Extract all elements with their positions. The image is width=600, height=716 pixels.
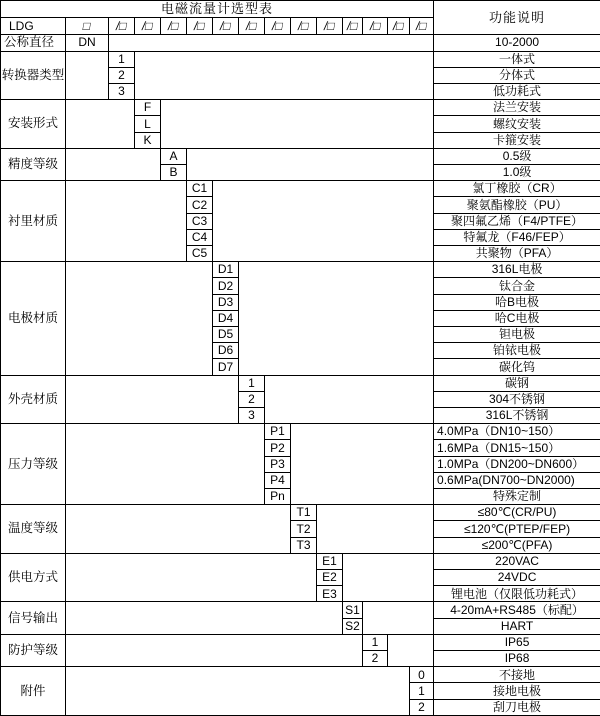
function-value: 刮刀电极 — [434, 699, 600, 715]
code-cell: D7 — [213, 359, 239, 375]
code-cell: S2 — [343, 618, 363, 634]
empty-area — [161, 100, 434, 149]
code-cell: D5 — [213, 326, 239, 342]
code-cell: K — [135, 132, 161, 148]
slash-checkbox-icon: /□ — [392, 18, 406, 33]
function-value: 低功耗式 — [434, 83, 600, 99]
function-column-header: 功能说明 — [434, 1, 600, 35]
slash-checkbox-icon: /□ — [271, 18, 285, 33]
code-cell: D2 — [213, 278, 239, 294]
code-cell: 0 — [410, 667, 434, 683]
slash-checkbox-icon: /□ — [297, 18, 311, 33]
function-value: ≤200℃(PFA) — [434, 537, 600, 553]
function-value: 不接地 — [434, 667, 600, 683]
code-cell: C3 — [187, 213, 213, 229]
function-value: 钽电极 — [434, 326, 600, 342]
empty-area — [66, 553, 317, 602]
code-cell: 3 — [109, 83, 135, 99]
spec-row — [1, 667, 600, 683]
diameter-row — [1, 34, 600, 51]
model-slot-first — [66, 18, 109, 34]
function-value: 24VDC — [434, 570, 600, 586]
spec-row — [1, 181, 600, 197]
category-label: 转换器类型 — [1, 51, 66, 100]
function-value: 分体式 — [434, 67, 600, 83]
function-value: 0.5级 — [434, 148, 600, 164]
category-label: 温度等级 — [1, 505, 66, 554]
model-slot — [265, 18, 291, 34]
model-slot — [135, 18, 161, 34]
empty-area — [66, 375, 239, 424]
category-label: 供电方式 — [1, 553, 66, 602]
code-cell: 3 — [239, 407, 265, 423]
model-slot — [388, 18, 410, 34]
function-value: 1.0MPa（DN200~DN600） — [434, 456, 600, 472]
code-cell: 2 — [410, 699, 434, 715]
code-cell: D3 — [213, 294, 239, 310]
empty-area — [213, 181, 434, 262]
empty-area — [66, 100, 135, 149]
code-cell: T2 — [291, 521, 317, 537]
spec-row — [1, 602, 600, 618]
function-value: 0.6MPa(DN700~DN2000) — [434, 472, 600, 488]
slash-checkbox-icon: /□ — [167, 18, 181, 33]
code-cell: 2 — [109, 67, 135, 83]
empty-area — [265, 375, 434, 424]
code-cell: P3 — [265, 456, 291, 472]
code-cell: D6 — [213, 343, 239, 359]
category-label: 安装形式 — [1, 100, 66, 149]
code-cell: D4 — [213, 310, 239, 326]
checkbox-slot-icon: □ — [82, 18, 92, 33]
function-value: 卡箍安装 — [434, 132, 600, 148]
model-prefix: LDG — [1, 18, 66, 34]
category-label: 附件 — [1, 667, 66, 716]
empty-area — [317, 505, 434, 554]
model-slot — [187, 18, 213, 34]
code-cell: F — [135, 100, 161, 116]
model-slot — [213, 18, 239, 34]
empty-area — [66, 602, 343, 634]
empty-area — [239, 262, 434, 375]
code-cell: 1 — [239, 375, 265, 391]
category-label: 电极材质 — [1, 262, 66, 375]
empty-area — [343, 553, 434, 602]
empty-area — [66, 262, 213, 375]
empty-area — [135, 51, 434, 100]
function-value: 4.0MPa（DN10~150） — [434, 424, 600, 440]
title-row — [1, 1, 600, 18]
function-value: 10-2000 — [434, 34, 600, 51]
function-value: 一体式 — [434, 51, 600, 67]
function-value: HART — [434, 618, 600, 634]
empty-area — [66, 148, 161, 180]
empty-area — [66, 634, 363, 666]
function-value: 聚四氟乙烯（F4/PTFE） — [434, 213, 600, 229]
model-slot — [317, 18, 343, 34]
function-value: 氯丁橡胶（CR） — [434, 181, 600, 197]
function-value: 316L不锈钢 — [434, 407, 600, 423]
model-slot — [161, 18, 187, 34]
function-value: 螺纹安装 — [434, 116, 600, 132]
function-value: 特殊定制 — [434, 488, 600, 504]
function-value: 316L电极 — [434, 262, 600, 278]
empty-area — [66, 667, 410, 716]
slash-checkbox-icon: /□ — [346, 18, 360, 33]
empty-area — [363, 602, 434, 634]
code-cell: 1 — [109, 51, 135, 67]
code-cell: C5 — [187, 245, 213, 261]
empty-area — [109, 34, 434, 51]
code-cell: C2 — [187, 197, 213, 213]
category-label: 公称直径 — [1, 34, 66, 51]
function-value: 铂铱电极 — [434, 343, 600, 359]
function-value: 法兰安装 — [434, 100, 600, 116]
function-value: ≤80℃(CR/PU) — [434, 505, 600, 521]
category-label: 精度等级 — [1, 148, 66, 180]
function-value: 4-20mA+RS485（标配） — [434, 602, 600, 618]
slash-checkbox-icon: /□ — [415, 18, 429, 33]
code-cell: P2 — [265, 440, 291, 456]
category-label: 防护等级 — [1, 634, 66, 666]
function-value: IP65 — [434, 634, 600, 650]
model-slot — [343, 18, 363, 34]
function-value: 1.0级 — [434, 164, 600, 180]
function-value: 锂电池（仅限低功耗式） — [434, 586, 600, 602]
code-cell: DN — [66, 34, 109, 51]
function-value: 钛合金 — [434, 278, 600, 294]
category-label: 信号输出 — [1, 602, 66, 634]
code-cell: Pn — [265, 488, 291, 504]
category-label: 压力等级 — [1, 424, 66, 505]
code-cell: 1 — [410, 683, 434, 699]
code-cell: E2 — [317, 570, 343, 586]
code-cell: B — [161, 164, 187, 180]
function-value: 304不锈钢 — [434, 391, 600, 407]
code-cell: E3 — [317, 586, 343, 602]
function-value: 特氟龙（F46/FEP） — [434, 229, 600, 245]
slash-checkbox-icon: /□ — [245, 18, 259, 33]
slash-checkbox-icon: /□ — [323, 18, 337, 33]
spec-row — [1, 148, 600, 164]
spec-row — [1, 375, 600, 391]
function-value: ≤120℃(PTEP/FEP) — [434, 521, 600, 537]
code-cell: 2 — [239, 391, 265, 407]
function-value: 哈C电极 — [434, 310, 600, 326]
slash-checkbox-icon: /□ — [368, 18, 382, 33]
model-slot — [239, 18, 265, 34]
slash-checkbox-icon: /□ — [115, 18, 129, 33]
code-cell: L — [135, 116, 161, 132]
empty-area — [187, 148, 434, 180]
empty-area — [388, 634, 434, 666]
code-cell: T1 — [291, 505, 317, 521]
function-value: 共聚物（PFA） — [434, 245, 600, 261]
code-cell: 2 — [363, 651, 388, 667]
model-slot — [291, 18, 317, 34]
code-cell: A — [161, 148, 187, 164]
spec-row — [1, 634, 600, 650]
code-cell: P1 — [265, 424, 291, 440]
code-cell: C4 — [187, 229, 213, 245]
function-value: 1.6MPa（DN15~150） — [434, 440, 600, 456]
empty-area — [66, 505, 291, 554]
function-value: 哈B电极 — [434, 294, 600, 310]
function-value: 220VAC — [434, 553, 600, 569]
empty-area — [66, 51, 109, 100]
empty-area — [66, 424, 265, 505]
spec-row — [1, 505, 600, 521]
function-value: 碳钢 — [434, 375, 600, 391]
code-cell: C1 — [187, 181, 213, 197]
code-cell: P4 — [265, 472, 291, 488]
slash-checkbox-icon: /□ — [141, 18, 155, 33]
empty-area — [291, 424, 434, 505]
model-slot — [109, 18, 135, 34]
function-value: 碳化钨 — [434, 359, 600, 375]
sections-body — [1, 51, 600, 716]
slash-checkbox-icon: /□ — [219, 18, 233, 33]
spec-row — [1, 51, 600, 67]
empty-area — [66, 181, 187, 262]
spec-row — [1, 262, 600, 278]
code-cell: D1 — [213, 262, 239, 278]
category-label: 衬里材质 — [1, 181, 66, 262]
model-slot — [410, 18, 434, 34]
function-value: IP68 — [434, 651, 600, 667]
category-label: 外壳材质 — [1, 375, 66, 424]
spec-row — [1, 553, 600, 569]
slash-checkbox-icon: /□ — [193, 18, 207, 33]
code-cell: T3 — [291, 537, 317, 553]
function-value: 聚氨酯橡胶（PU） — [434, 197, 600, 213]
code-cell: S1 — [343, 602, 363, 618]
page-title: 电磁流量计选型表 — [1, 1, 434, 18]
spec-row — [1, 424, 600, 440]
code-cell: E1 — [317, 553, 343, 569]
function-value: 接地电极 — [434, 683, 600, 699]
code-cell: 1 — [363, 634, 388, 650]
model-slot — [363, 18, 388, 34]
spec-row — [1, 100, 600, 116]
